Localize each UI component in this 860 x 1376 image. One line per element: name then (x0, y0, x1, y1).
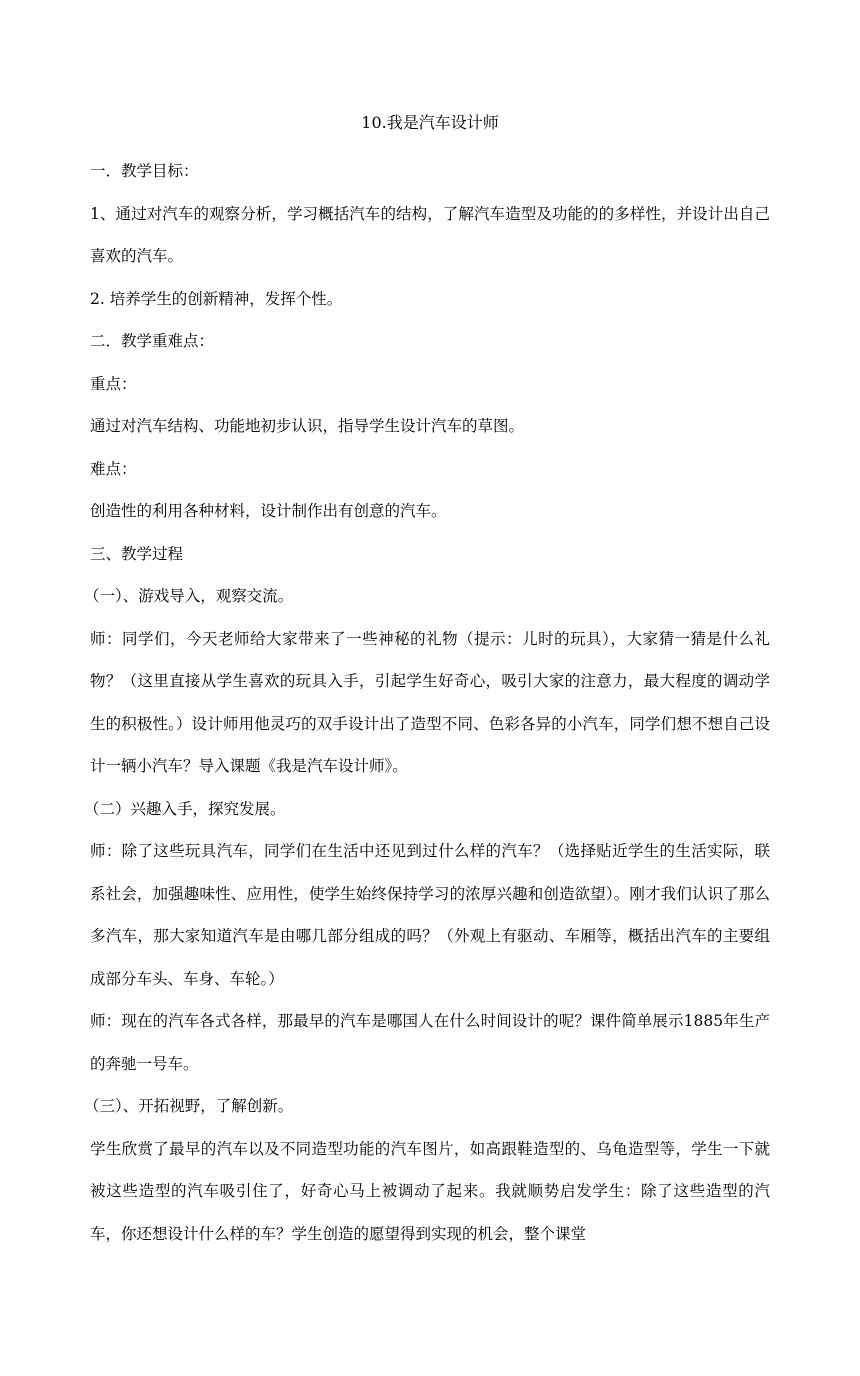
process-step-2-text-2: 师：现在的汽车各式各样，那最早的汽车是哪国人在什么时间设计的呢？课件简单展示1885年生产的奔驰一号车。 (90, 1012, 770, 1073)
process-step-1-text: 师：同学们，今天老师给大家带来了一些神秘的礼物（提示：儿时的玩具），大家猜一猜是什么礼物？（这里直接从学生喜欢的玩具入手，引起学生好奇心，吸引大家的注意力，最大程度的调动学生的积极性。）设计师用他灵巧的双手设计出了造型不同、色彩各异的小汽车，同学们想不想自己设计一辆小汽车？导入课题《我是汽车设计师》。 (90, 629, 770, 775)
key-point-label: 重点： (90, 374, 137, 393)
difficulty-text: 创造性的利用各种材料，设计制作出有创意的汽车。 (90, 502, 447, 520)
document-title: 10.我是汽车设计师 (361, 113, 499, 132)
section-heading-process: 三、教学过程 (90, 544, 184, 563)
objective-1: 1、通过对汽车的观察分析，学习概括汽车的结构，了解汽车造型及功能的的多样性，并设计出自己喜欢的汽车。 (90, 204, 770, 265)
process-step-2-text: 师：除了这些玩具汽车，同学们在生活中还见到过什么样的汽车？（选择贴近学生的生活实际，联系社会，加强趣味性、应用性，使学生始终保持学习的浓厚兴趣和创造欲望）。刚才我们认识了那么多汽车，那大家知道汽车是由哪几部分组成的吗？（外观上有驱动、车厢等，概括出汽车的主要组成部分车头、车身、车轮。） (90, 842, 770, 988)
process-step-1-heading: （一）、游戏导入，观察交流。 (84, 587, 294, 605)
document-body (84, 150, 770, 1255)
difficulty-label: 难点： (90, 459, 137, 478)
objective-2: 2. 培养学生的创新精神，发挥个性。 (90, 289, 343, 308)
process-step-2-heading: （二）兴趣入手，探究发展。 (84, 799, 286, 818)
section-heading-key-points: 二．教学重难点： (90, 332, 215, 350)
section-heading-objectives: 一．教学目标： (90, 162, 199, 180)
process-step-3-text: 学生欣赏了最早的汽车以及不同造型功能的汽车图片，如高跟鞋造型的、乌龟造型等，学生一下就被这些造型的汽车吸引住了，好奇心马上被调动了起来。我就顺势启发学生：除了这些造型的汽车，你还想设计什么样的车？学生创造的愿望得到实现的机会，整个课堂 (90, 1139, 770, 1243)
process-step-3-heading: （三）、开拓视野，了解创新。 (84, 1097, 294, 1115)
key-point-text: 通过对汽车结构、功能地初步认识，指导学生设计汽车的草图。 (90, 417, 525, 435)
